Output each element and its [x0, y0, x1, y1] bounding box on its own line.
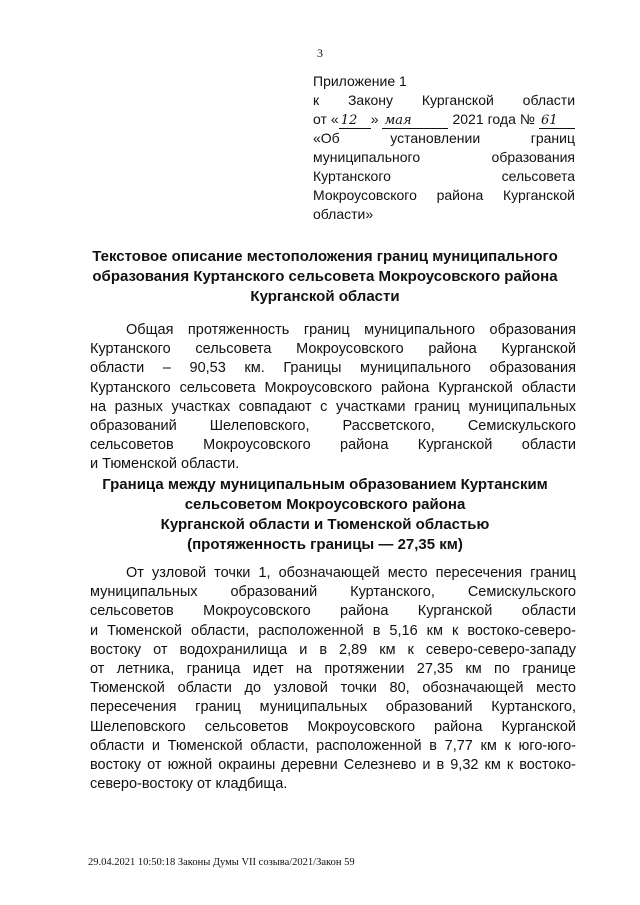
paragraph-boundary-description: От узловой точки 1, обозначающей место пересечения границ муниципальных образований Куртанского, Семискульского сельсоветов Мокроусовского района Курганской области и Тюменской области, расположенной в 5,16 км к востоко-северо- востоку от водохранилища и в 2,89 км к северо-северо-западу от летника, граница идет на протяжении 27,35 км по границе Тюменской области до узловой точки 80, обозначающей место пересечения границ муниципальных образований Куртанского, Шелеповского сельсоветов Мокроусовского района Курганской области и Тюменской области, расположенной в 7,77 км к юго-юго- востоку от южной окраины деревни Селезнево и в 9,32 км к востоко- северо-востоку от кладбища.: [90, 565, 576, 793]
paragraph-total-length: Общая протяженность границ муниципального образования Куртанского сельсовета Мокроусовского района Курганской области – 90,53 км. Границы муниципального образования Куртанского сельсовета Мокроусовского района Курганской области на разных участках совпадают с участками границ муниципальных образований Шелеповского, Рассветского, Семискульского сельсоветов Мокроусовского района Курганской области и Тюменской области.: [90, 322, 576, 473]
appendix-line: области»: [313, 206, 374, 222]
appendix-line: «Об установлении границ: [313, 130, 575, 146]
handwritten-law-number: 61: [539, 114, 575, 129]
section-title: Граница между муниципальным образованием Куртанским сельсоветом Мокроусовского района Курганской области и Тюменской областью (протяженность границы — 27,35 км): [102, 476, 548, 553]
appendix-line: Мокроусовского района Курганской: [313, 187, 575, 203]
appendix-date-line: от « 12 » мая 2021 года № 61: [313, 110, 575, 129]
handwritten-day: 12: [339, 114, 371, 129]
appendix-line: муниципального образования: [313, 149, 575, 165]
footer-stamp: 29.04.2021 10:50:18 Законы Думы VII созыва/2021/Закон 59: [88, 857, 355, 868]
appendix-title: Приложение 1: [313, 73, 407, 89]
appendix-law-ref: к Закону Курганской области: [313, 92, 576, 108]
appendix-line: Куртанского сельсовета: [313, 168, 575, 184]
main-title: Текстовое описание местоположения границ муниципального образования Куртанского сельсовета Мокроусовского района Курганской области: [92, 248, 558, 305]
appendix-block: [313, 72, 575, 224]
page-number: 3: [317, 46, 323, 60]
handwritten-month: мая: [382, 114, 448, 129]
